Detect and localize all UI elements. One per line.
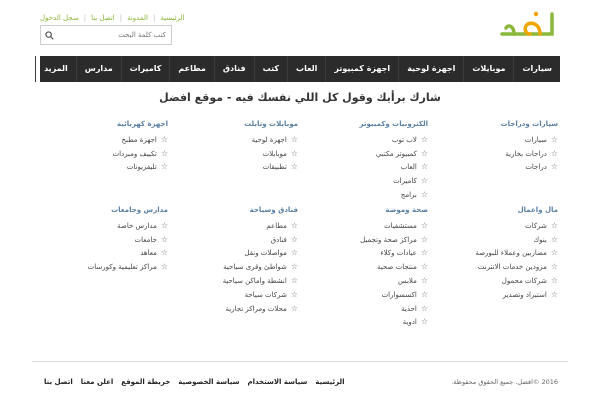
top-links-separator: |	[83, 14, 87, 22]
nav-item-books[interactable]: كتب	[254, 56, 287, 82]
category-link-label: مواصلات ونقل	[244, 249, 287, 258]
star-icon: ☆	[290, 134, 298, 144]
nav-item-games[interactable]: العاب	[287, 56, 325, 82]
category-link-label: تطبيقات	[262, 163, 287, 172]
category-link-label: تليفزيونات	[126, 163, 157, 172]
star-icon: ☆	[160, 162, 168, 172]
category-link[interactable]	[428, 233, 558, 247]
category-link-label: جامعات	[134, 235, 157, 244]
footer-link-privacy[interactable]: سياسة الخصوصية	[178, 378, 240, 386]
category-link[interactable]	[168, 274, 298, 288]
category-link[interactable]	[428, 147, 558, 161]
nav-item-tablets[interactable]: اجهزة لوحية	[398, 56, 463, 82]
nav-item-schools[interactable]: مدارس	[76, 56, 121, 82]
category-link-label: ملابس	[398, 277, 417, 286]
search-input[interactable]	[57, 26, 171, 44]
category-block	[428, 206, 558, 302]
category-link-label: سيارات	[524, 135, 547, 144]
nav-item-cameras[interactable]: كاميرات	[121, 56, 170, 82]
footer-link-terms[interactable]: سياسة الاستخدام	[247, 378, 308, 386]
star-icon: ☆	[290, 148, 298, 158]
star-icon: ☆	[290, 262, 298, 272]
star-icon: ☆	[550, 289, 558, 299]
category-block	[298, 206, 428, 329]
category-link[interactable]	[428, 247, 558, 261]
category-link[interactable]	[298, 219, 428, 233]
category-link-label: مستشفيات	[384, 221, 417, 230]
category-link-label: محلات ومراكز تجارية	[225, 304, 287, 313]
search-icon[interactable]	[41, 26, 57, 44]
category-title[interactable]: موبايلات وتابلت	[244, 120, 298, 128]
star-icon: ☆	[290, 276, 298, 286]
category-link[interactable]	[298, 260, 428, 274]
category-link-label: دراجات بخارية	[505, 149, 547, 158]
category-link[interactable]	[168, 219, 298, 233]
category-title[interactable]: الكترونيات وكمبيوتر	[359, 120, 428, 128]
category-list	[428, 219, 558, 302]
category-link-label: شركات محمول	[501, 277, 547, 286]
category-block	[168, 120, 298, 174]
star-icon: ☆	[550, 262, 558, 272]
category-link-label: شركات	[525, 221, 547, 230]
category-link[interactable]	[298, 288, 428, 302]
star-icon: ☆	[290, 162, 298, 172]
category-link[interactable]	[298, 133, 428, 147]
star-icon: ☆	[550, 248, 558, 258]
category-link[interactable]	[428, 288, 558, 302]
star-icon: ☆	[420, 190, 428, 200]
category-link-label: شواطئ وقرى سياحية	[223, 263, 287, 272]
site-logo[interactable]	[496, 8, 558, 42]
category-link-label: مضاربين وعملاء للبورصة	[475, 249, 547, 258]
top-links	[40, 14, 184, 22]
star-icon: ☆	[420, 176, 428, 186]
star-icon: ☆	[420, 234, 428, 244]
top-link-contact[interactable]: اتصل بنا	[91, 14, 115, 22]
category-link-label: استيراد وتصدير	[502, 290, 547, 299]
page	[32, 0, 568, 400]
star-icon: ☆	[290, 234, 298, 244]
category-link-label: مراكز صحة وتجميل	[360, 235, 417, 244]
category-link[interactable]	[168, 302, 298, 316]
category-link[interactable]	[168, 133, 298, 147]
category-link[interactable]	[168, 247, 298, 261]
star-icon: ☆	[160, 248, 168, 258]
nav-item-more[interactable]: المزيد	[35, 56, 76, 82]
search-box	[40, 25, 172, 45]
category-link-label: موبايلات	[262, 149, 287, 158]
category-link[interactable]	[168, 233, 298, 247]
category-link-label: انشطة واماكن سياحية	[222, 277, 287, 286]
star-icon: ☆	[550, 162, 558, 172]
main-nav	[40, 56, 560, 82]
category-link-label: مزودين خدمات الانترنت	[477, 263, 547, 272]
category-link[interactable]	[38, 147, 168, 161]
footer-link-home[interactable]: الرئيسية	[315, 378, 345, 386]
star-icon: ☆	[420, 162, 428, 172]
category-link[interactable]	[428, 161, 558, 175]
category-link[interactable]	[298, 188, 428, 202]
top-links-separator: |	[153, 14, 156, 22]
star-icon: ☆	[550, 134, 558, 144]
category-link[interactable]	[428, 219, 558, 233]
category-link[interactable]	[298, 274, 428, 288]
category-link-label: ادوية	[402, 318, 417, 327]
category-link-label: منتجات صحية	[377, 263, 417, 272]
category-link-label: تكييف ومبردات	[112, 149, 157, 158]
footer-link-advertise[interactable]: اعلن معنا	[80, 378, 114, 386]
nav-item-mobiles[interactable]: موبايلات	[463, 56, 513, 82]
nav-item-restaurants[interactable]: مطاعم	[169, 56, 214, 82]
star-icon: ☆	[420, 276, 428, 286]
star-icon: ☆	[290, 248, 298, 258]
category-link[interactable]	[168, 161, 298, 175]
footer	[32, 362, 568, 400]
star-icon: ☆	[420, 220, 428, 230]
category-block	[428, 120, 558, 174]
category-link-label: مطاعم	[266, 221, 287, 230]
category-link[interactable]	[38, 233, 168, 247]
category-title[interactable]: سيارات ودراجات	[500, 120, 558, 128]
category-list	[38, 133, 168, 174]
category-link-label: اجهزة لوحية	[251, 135, 287, 144]
category-link[interactable]	[168, 147, 298, 161]
category-block	[38, 206, 168, 274]
star-icon: ☆	[160, 234, 168, 244]
category-link[interactable]	[168, 260, 298, 274]
star-icon: ☆	[420, 317, 428, 327]
top-link-blog[interactable]: المدونة	[127, 14, 148, 22]
category-link[interactable]	[38, 219, 168, 233]
category-title[interactable]: مال واعمال	[517, 206, 558, 214]
footer-links	[44, 378, 344, 386]
star-icon: ☆	[290, 303, 298, 313]
footer-link-sitemap[interactable]: خريطة الموقع	[121, 378, 171, 386]
category-link-label: معاهد	[140, 249, 157, 258]
star-icon: ☆	[550, 234, 558, 244]
category-link-label: كمبيوتر مكتبي	[375, 149, 417, 158]
star-icon: ☆	[160, 262, 168, 272]
star-icon: ☆	[420, 148, 428, 158]
category-link-label: مراكز تعليمية وكورسات	[87, 263, 157, 272]
category-link[interactable]	[428, 133, 558, 147]
category-link[interactable]	[298, 316, 428, 330]
category-link[interactable]	[298, 233, 428, 247]
top-link-login[interactable]: سجل الدخول	[40, 14, 79, 22]
footer-link-contact[interactable]: اتصل بنا	[44, 378, 73, 386]
star-icon: ☆	[290, 220, 298, 230]
category-block	[298, 120, 428, 202]
category-link[interactable]	[298, 161, 428, 175]
star-icon: ☆	[420, 289, 428, 299]
star-icon: ☆	[550, 148, 558, 158]
category-link[interactable]	[168, 288, 298, 302]
category-list	[298, 219, 428, 329]
copyright-text: 2016 ©افضل. جميع الحقوق محفوظة.	[451, 378, 558, 386]
category-block	[168, 206, 298, 316]
star-icon: ☆	[420, 134, 428, 144]
category-link[interactable]	[298, 174, 428, 188]
star-icon: ☆	[160, 134, 168, 144]
category-title[interactable]: اجهزة كهربائية	[116, 120, 168, 128]
category-link[interactable]	[38, 247, 168, 261]
category-link-label: دراجات	[525, 163, 547, 172]
category-list	[298, 133, 428, 202]
category-link[interactable]	[298, 302, 428, 316]
category-link[interactable]	[38, 133, 168, 147]
nav-item-cars[interactable]: سيارات	[513, 56, 560, 82]
category-title[interactable]: مدارس وجامعات	[111, 206, 168, 214]
category-link[interactable]	[38, 260, 168, 274]
star-icon: ☆	[160, 148, 168, 158]
top-link-home[interactable]: الرئيسية	[160, 14, 185, 22]
page-tagline: شارك برأيك وقول كل اللي نفسك فيه - موقع افضل	[159, 91, 441, 104]
category-list	[38, 219, 168, 274]
category-list	[428, 133, 558, 174]
category-link[interactable]	[298, 247, 428, 261]
category-link-label: بنوك	[533, 235, 547, 244]
category-list	[168, 219, 298, 316]
category-title[interactable]: صحة وموضة	[385, 206, 428, 214]
category-link[interactable]	[428, 260, 558, 274]
category-link-label: كاميرات	[393, 177, 417, 186]
star-icon: ☆	[160, 220, 168, 230]
star-icon: ☆	[420, 262, 428, 272]
star-icon: ☆	[420, 248, 428, 258]
category-link-label: عيادات وكلاء	[380, 249, 417, 258]
category-link-label: فنادق	[270, 235, 287, 244]
category-link[interactable]	[428, 274, 558, 288]
category-list	[168, 133, 298, 174]
star-icon: ☆	[290, 289, 298, 299]
category-link-label: برامج	[400, 191, 417, 200]
category-link-label: اجهزة مطبخ	[121, 135, 157, 144]
category-link-label: اكسسوارات	[381, 290, 417, 299]
category-title[interactable]: فنادق وسياحة	[249, 206, 298, 214]
category-link[interactable]	[298, 147, 428, 161]
top-links-separator: |	[119, 14, 123, 22]
category-link[interactable]	[38, 161, 168, 175]
category-link-label: مدارس خاصة	[117, 221, 157, 230]
category-link-label: العاب	[400, 163, 417, 172]
category-link-label: احذية	[401, 304, 417, 313]
category-link-label: شركات سياحة	[244, 290, 287, 299]
star-icon: ☆	[420, 303, 428, 313]
star-icon: ☆	[550, 276, 558, 286]
category-block	[38, 120, 168, 174]
star-icon: ☆	[550, 220, 558, 230]
nav-item-hotels[interactable]: فنادق	[214, 56, 254, 82]
category-link-label: لاب توب	[391, 135, 417, 144]
nav-item-computers[interactable]: اجهزة كمبيوتر	[325, 56, 398, 82]
